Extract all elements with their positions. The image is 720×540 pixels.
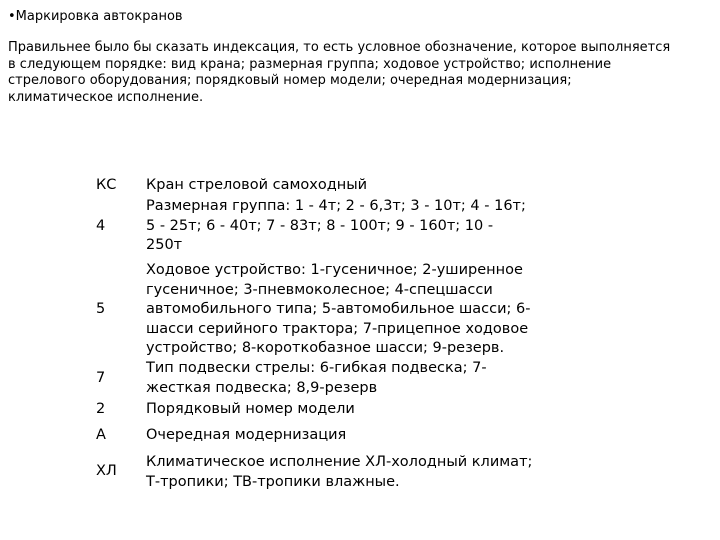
marking-code: 2	[96, 401, 106, 417]
description-line: автомобильного типа; 5-автомобильное шасси; 6-	[146, 301, 531, 317]
marking-description	[146, 400, 606, 420]
description-line: шасси серийного трактора; 7-прицепное ходовое	[146, 320, 529, 337]
marking-code: 4	[96, 218, 106, 234]
intro-line: Правильнее было бы сказать индексация, то есть условное обозначение, которое выполняется	[8, 40, 671, 55]
description-line: Очередная модернизация	[146, 427, 347, 443]
page-heading: •Маркировка автокранов	[8, 9, 183, 24]
marking-code: 5	[96, 301, 106, 317]
marking-description	[146, 426, 606, 446]
intro-paragraph	[8, 40, 714, 106]
description-line: Порядковый номер модели	[146, 401, 355, 417]
description-line: Климатическое исполнение ХЛ-холодный климат;	[146, 454, 533, 470]
intro-line: стрелового оборудования; порядковый номер модели; очередная модернизация;	[8, 73, 572, 88]
marking-code: ХЛ	[96, 463, 117, 479]
marking-description	[146, 261, 606, 359]
description-line: 250т	[146, 237, 183, 253]
description-line: Ходовое устройство: 1-гусеничное; 2-уширенное	[146, 262, 523, 278]
marking-description	[146, 176, 606, 196]
marking-description	[146, 453, 606, 492]
marking-description	[146, 197, 606, 256]
marking-description	[146, 359, 606, 398]
marking-code: А	[96, 427, 106, 443]
marking-code: 7	[96, 370, 106, 386]
intro-line: в следующем порядке: вид крана; размерная группа; ходовое устройство; исполнение	[8, 56, 612, 72]
description-line: устройство; 8-короткобазное шасси; 9-резерв.	[146, 340, 505, 356]
description-line: Тип подвески стрелы: 6-гибкая подвеска; 7-	[146, 360, 487, 376]
marking-code: КС	[96, 177, 117, 193]
description-line: гусеничное; 3-пневмоколесное; 4-спецшасси	[146, 281, 493, 298]
description-line: жесткая подвеска; 8,9-резерв	[146, 379, 378, 396]
description-line: Т-тропики; ТВ-тропики влажные.	[146, 473, 400, 490]
intro-line: климатическое исполнение.	[8, 89, 204, 105]
description-line: Размерная группа: 1 - 4т; 2 - 6,3т; 3 - 10т; 4 - 16т;	[146, 198, 526, 214]
description-line: 5 - 25т; 6 - 40т; 7 - 83т; 8 - 100т; 9 - 160т; 10 -	[146, 217, 494, 234]
description-line: Кран стреловой самоходный	[146, 177, 368, 193]
